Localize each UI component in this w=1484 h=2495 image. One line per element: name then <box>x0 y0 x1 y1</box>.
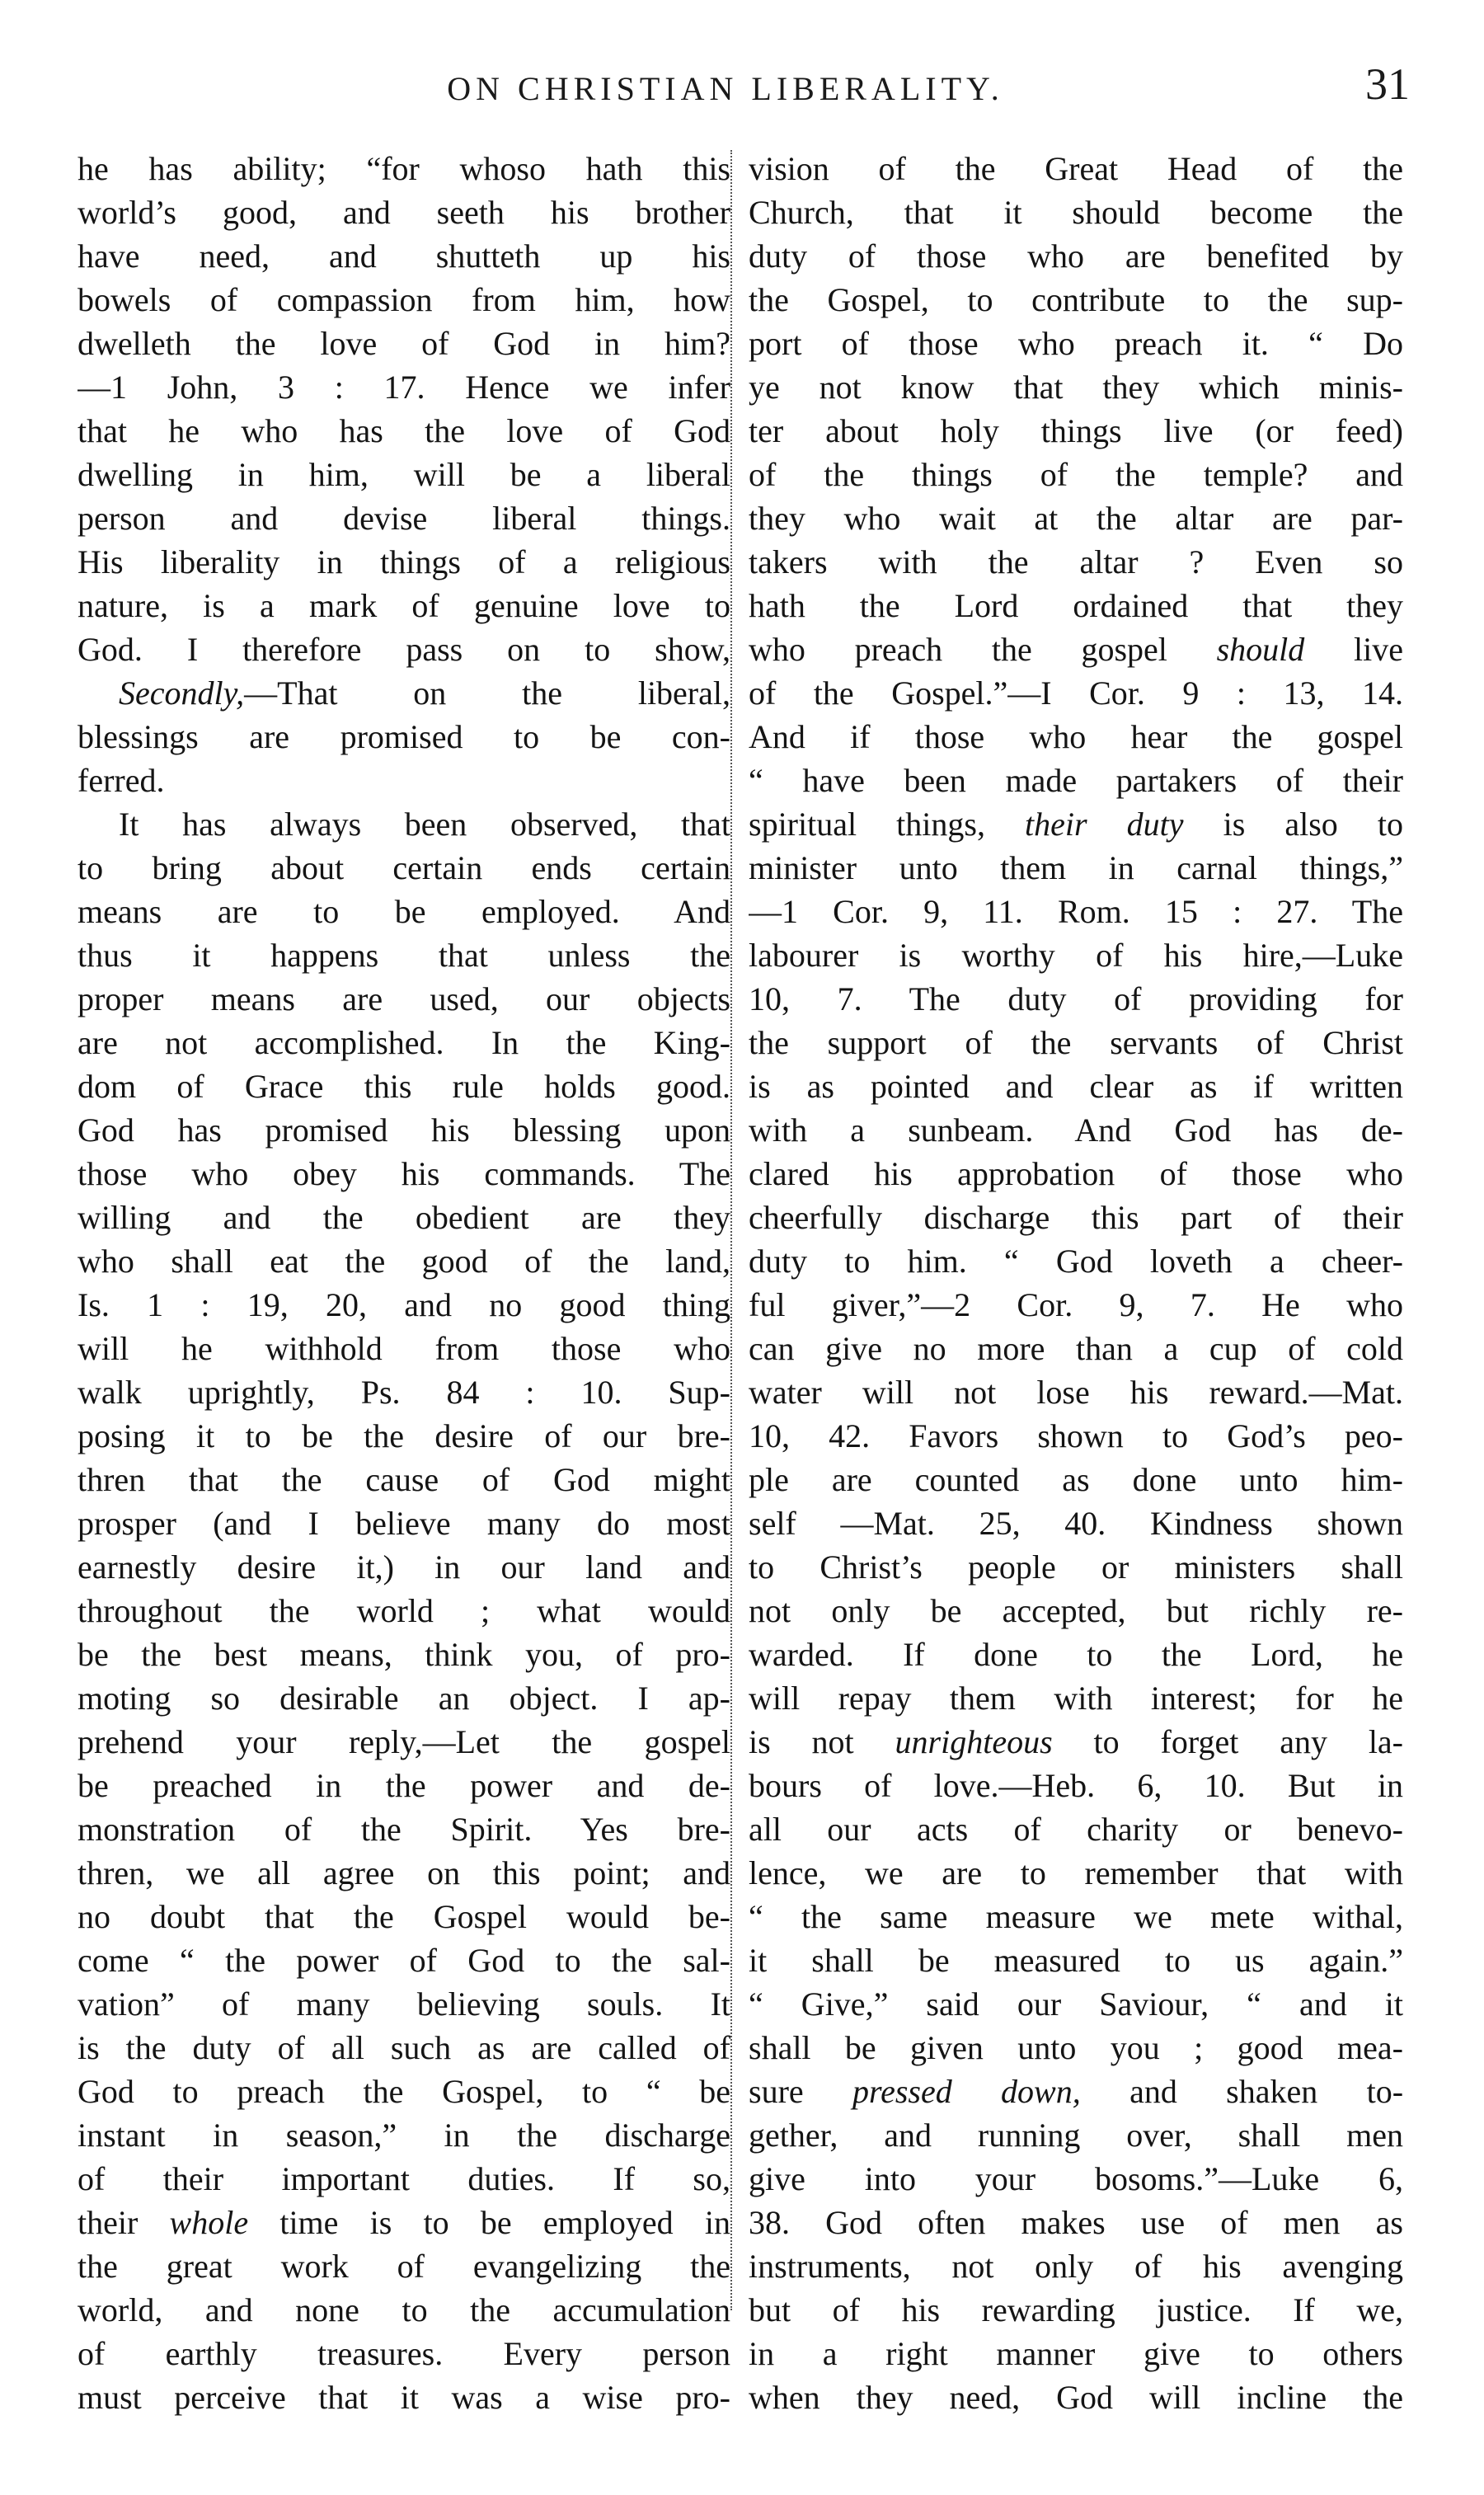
text-line: minister unto them in carnal things,” <box>749 849 1403 886</box>
text-line: 10, 42. Favors shown to God’s peo- <box>749 1417 1403 1454</box>
text-line: God. I therefore pass on to show, <box>77 631 730 668</box>
text-line: can give no more than a cup of cold <box>749 1330 1403 1367</box>
text-line: of the Gospel.”—I Cor. 9 : 13, 14. <box>749 674 1403 712</box>
text-line: dwelleth the love of God in him? <box>77 325 730 362</box>
text-line: “ have been made partakers of their <box>749 762 1403 799</box>
text-line: bowels of compassion from him, how <box>77 281 730 318</box>
text-line: be preached in the power and de- <box>77 1767 730 1804</box>
text-line: in a right manner give to others <box>749 2335 1403 2372</box>
text-line: the support of the servants of Christ <box>749 1024 1403 1061</box>
text-line: instant in season,” in the discharge <box>77 2117 730 2154</box>
text-line: Is. 1 : 19, 20, and no good thing <box>77 1286 730 1323</box>
text-line: is the duty of all such as are called of <box>77 2029 730 2066</box>
text-line: “ the same measure we mete withal, <box>749 1898 1403 1935</box>
text-line: ple are counted as done unto him- <box>749 1461 1403 1498</box>
text-line: when they need, God will incline the <box>749 2379 1403 2416</box>
text-line: dom of Grace this rule holds good. <box>77 1068 730 1105</box>
italic-text: their duty <box>1025 806 1184 843</box>
text-line: clared his approbation of those who <box>749 1155 1403 1192</box>
text-line: hath the Lord ordained that they <box>749 587 1403 624</box>
text-line: their whole time is to be employed in <box>77 2204 730 2241</box>
running-head <box>74 59 1410 114</box>
text-line: willing and the obedient are they <box>77 1199 730 1236</box>
text-line: who preach the gospel should live <box>749 631 1403 668</box>
text-line: the Gospel, to contribute to the sup- <box>749 281 1403 318</box>
text-line: of their important duties. If so, <box>77 2160 730 2197</box>
text-line: be the best means, think you, of pro- <box>77 1636 730 1673</box>
column-divider <box>730 150 732 2310</box>
left-column <box>77 147 730 2419</box>
text-line: world, and none to the accumulation <box>77 2291 730 2328</box>
text-line: to bring about certain ends certain <box>77 849 730 886</box>
text-line: moting so desirable an object. I ap- <box>77 1680 730 1717</box>
text-line: vation” of many believing souls. It <box>77 1985 730 2023</box>
text-line: gether, and running over, shall men <box>749 2117 1403 2154</box>
text-line: God to preach the Gospel, to “ be <box>77 2073 730 2110</box>
text-line: world’s good, and seeth his brother <box>77 194 730 231</box>
text-line: is not unrighteous to forget any la- <box>749 1723 1403 1760</box>
text-line: are not accomplished. In the King- <box>77 1024 730 1061</box>
text-line: ful giver,”—2 Cor. 9, 7. He who <box>749 1286 1403 1323</box>
text-line: It has always been observed, that <box>119 806 730 843</box>
text-line: thren that the cause of God might <box>77 1461 730 1498</box>
text-line: prehend your reply,—Let the gospel <box>77 1723 730 1760</box>
text-line: lence, we are to remember that with <box>749 1854 1403 1891</box>
text-line: dwelling in him, will be a liberal <box>77 456 730 493</box>
text-line: —1 Cor. 9, 11. Rom. 15 : 27. The <box>749 893 1403 930</box>
text-line: that he who has the love of God <box>77 412 730 449</box>
text-line: cheerfully discharge this part of their <box>749 1199 1403 1236</box>
text-line: walk uprightly, Ps. 84 : 10. Sup- <box>77 1374 730 1411</box>
text-line: monstration of the Spirit. Yes bre- <box>77 1811 730 1848</box>
text-line: proper means are used, our objects <box>77 980 730 1017</box>
italic-text: Secondly, <box>119 674 245 712</box>
text-line: blessings are promised to be con- <box>77 718 730 755</box>
text-line: will repay them with interest; for he <box>749 1680 1403 1717</box>
text-line: instruments, not only of his avenging <box>749 2248 1403 2285</box>
text-line: come “ the power of God to the sal- <box>77 1942 730 1979</box>
text-line-secondly: Secondly,—That on the liberal, <box>119 674 730 712</box>
text-line: self —Mat. 25, 40. Kindness shown <box>749 1505 1403 1542</box>
text-line: means are to be employed. And <box>77 893 730 930</box>
text-line: posing it to be the desire of our bre- <box>77 1417 730 1454</box>
text-line: shall be given unto you ; good mea- <box>749 2029 1403 2066</box>
text-line: of the things of the temple? and <box>749 456 1403 493</box>
italic-text: unrighteous <box>895 1723 1053 1760</box>
text-line: —1 John, 3 : 17. Hence we infer <box>77 369 730 406</box>
italic-text: should <box>1216 631 1305 668</box>
text-line: duty of those who are benefited by <box>749 237 1403 275</box>
text-line: they who wait at the altar are par- <box>749 500 1403 537</box>
text-line: all our acts of charity or benevo- <box>749 1811 1403 1848</box>
text-line: 38. God often makes use of men as <box>749 2204 1403 2241</box>
text-line: of earthly treasures. Every person <box>77 2335 730 2372</box>
text-line: no doubt that the Gospel would be- <box>77 1898 730 1935</box>
page-number: 31 <box>1365 59 1410 109</box>
text-line: not only be accepted, but richly re- <box>749 1592 1403 1629</box>
text-line: nature, is a mark of genuine love to <box>77 587 730 624</box>
text-line: “ Give,” said our Saviour, “ and it <box>749 1985 1403 2023</box>
text-line: duty to him. “ God loveth a cheer- <box>749 1243 1403 1280</box>
text-line: ferred. <box>77 762 165 799</box>
right-column <box>749 147 1403 2419</box>
text-line: ye not know that they which minis- <box>749 369 1403 406</box>
text-line: person and devise liberal things. <box>77 500 730 537</box>
italic-text: whole <box>169 2204 249 2241</box>
italic-text: pressed down, <box>852 2073 1081 2110</box>
text-line: the great work of evangelizing the <box>77 2248 730 2285</box>
text-line: God has promised his blessing upon <box>77 1111 730 1149</box>
text-line: will he withhold from those who <box>77 1330 730 1367</box>
text-line: vision of the Great Head of the <box>749 150 1403 187</box>
text-line: ter about holy things live (or feed) <box>749 412 1403 449</box>
text-line: labourer is worthy of his hire,—Luke <box>749 937 1403 974</box>
text-line: Church, that it should become the <box>749 194 1403 231</box>
text-line: thus it happens that unless the <box>77 937 730 974</box>
text-line: port of those who preach it. “ Do <box>749 325 1403 362</box>
text-line: must perceive that it was a wise pro- <box>77 2379 730 2416</box>
running-title: ON CHRISTIAN LIBERALITY. <box>447 70 1004 107</box>
text-line: thren, we all agree on this point; and <box>77 1854 730 1891</box>
text-line: but of his rewarding justice. If we, <box>749 2291 1403 2328</box>
text-line: 10, 7. The duty of providing for <box>749 980 1403 1017</box>
text-line: water will not lose his reward.—Mat. <box>749 1374 1403 1411</box>
text-line: takers with the altar ? Even so <box>749 543 1403 580</box>
text-line: sure pressed down, and shaken to- <box>749 2073 1403 2110</box>
text-line: it shall be measured to us again.” <box>749 1942 1403 1979</box>
text-line: those who obey his commands. The <box>77 1155 730 1192</box>
text-line: with a sunbeam. And God has de- <box>749 1111 1403 1149</box>
text-line: prosper (and I believe many do most <box>77 1505 730 1542</box>
text-line: And if those who hear the gospel <box>749 718 1403 755</box>
text-line: throughout the world ; what would <box>77 1592 730 1629</box>
text-line: to Christ’s people or ministers shall <box>749 1548 1403 1586</box>
text-line: he has ability; “for whoso hath this <box>77 150 730 187</box>
text-line: have need, and shutteth up his <box>77 237 730 275</box>
text-line: earnestly desire it,) in our land and <box>77 1548 730 1586</box>
text-line: bours of love.—Heb. 6, 10. But in <box>749 1767 1403 1804</box>
text-line: is as pointed and clear as if written <box>749 1068 1403 1105</box>
text-line: who shall eat the good of the land, <box>77 1243 730 1280</box>
text-line: spiritual things, their duty is also to <box>749 806 1403 843</box>
text-line: warded. If done to the Lord, he <box>749 1636 1403 1673</box>
text-line: His liberality in things of a religious <box>77 543 730 580</box>
text-line: give into your bosoms.”—Luke 6, <box>749 2160 1403 2197</box>
